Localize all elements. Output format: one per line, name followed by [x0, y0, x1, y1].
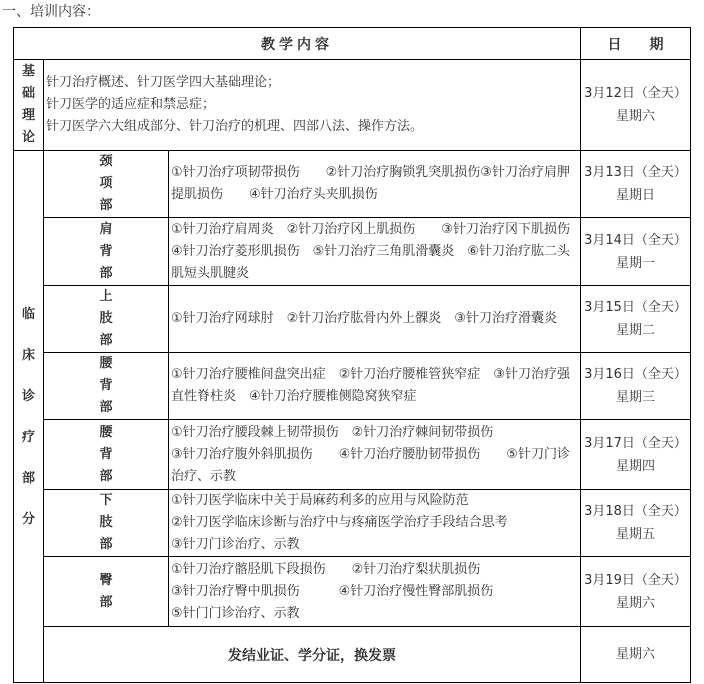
date-column-header: [581, 28, 691, 60]
table-row-certificate: [14, 627, 691, 683]
date-cell: 3月17日（全天） 星期四: [581, 420, 691, 490]
date-cell: 3月15日（全天） 星期二: [581, 286, 691, 353]
subcategory-shoulder-back: 肩 背 部: [44, 218, 169, 286]
category-basic-theory: 基 础 理 论: [14, 60, 44, 151]
date-cell: 3月18日（全天） 星期五: [581, 490, 691, 557]
neck-content: ①针刀治疗项韧带损伤 ②针刀治疗胸锁乳突肌损伤③针刀治疗肩胛提肌损伤 ④针刀治疗头夹肌损伤: [169, 151, 581, 218]
lower-limb-content: ①针刀医学临床中关于局麻药利多的应用与风险防范 ②针刀医学临床诊断与治疗中与疼痛医学治疗手段结合思考 ③针刀门诊治疗、示教: [169, 490, 581, 557]
lumbar-back-content: ①针刀治疗腰椎间盘突出症 ②针刀治疗腰椎管狭窄症 ③针刀治疗强直性脊柱炎 ④针刀治疗腰椎侧隐窝狭窄症: [169, 353, 581, 420]
subcategory-buttock: 臀 部: [44, 557, 169, 627]
training-schedule-table: [13, 27, 691, 683]
subcategory-upper-limb: 上 肢 部: [44, 286, 169, 353]
upper-limb-content: ①针刀治疗网球肘 ②针刀治疗肱骨内外上髁炎 ③针刀治疗滑囊炎: [169, 286, 581, 353]
date-cell: 3月19日（全天） 星期六: [581, 557, 691, 627]
subcategory-neck: 颈 项 部: [44, 151, 169, 218]
date-header-left: 日: [607, 36, 622, 53]
date-cell: 星期六: [581, 627, 691, 683]
section-heading: 一、培训内容：: [2, 4, 100, 20]
subcategory-lumbar-back: 腰 背 部: [44, 353, 169, 420]
lumbar-back-content: ①针刀治疗腰段棘上韧带损伤 ②针刀治疗棘间韧带损伤 ③针刀治疗腹外斜肌损伤 ④针刀治疗腰肋韧带损伤 ⑤针刀门诊治疗、示教: [169, 420, 581, 490]
buttock-content: ①针刀治疗髂胫肌下段损伤 ②针刀治疗梨状肌损伤 ③针刀治疗臀中肌损伤 ④针刀治疗慢性臀部肌损伤 ⑤针门门诊治疗、示教: [169, 557, 581, 627]
table-row-upper-limb: [14, 286, 691, 353]
content-column-header: 教学内容: [14, 28, 581, 60]
date-cell: 3月14日（全天） 星期一: [581, 218, 691, 286]
subcategory-lumbar-back: 腰 背 部: [44, 420, 169, 490]
category-clinical: 临 床 诊 疗 部 分: [14, 151, 44, 683]
date-cell: 3月16日（全天） 星期三: [581, 353, 691, 420]
table-header-row: [14, 28, 691, 60]
subcategory-lower-limb: 下 肢 部: [44, 490, 169, 557]
table-row-shoulder-back: [14, 218, 691, 286]
table-row-neck: [14, 151, 691, 218]
table-row-basic-theory: [14, 60, 691, 151]
date-cell: 3月12日（全天） 星期六: [581, 60, 691, 151]
table-row-lumbar-back-1: [14, 353, 691, 420]
date-header-right: 期: [649, 36, 664, 53]
table-row-buttock: [14, 557, 691, 627]
date-cell: 3月13日（全天） 星期日: [581, 151, 691, 218]
certificate-content: 发结业证、学分证，换发票: [44, 627, 581, 683]
shoulder-back-content: ①针刀治疗肩周炎 ②针刀治疗冈上肌损伤 ③针刀治疗冈下肌损伤 ④针刀治疗菱形肌损伤 ⑤针刀治疗三角肌滑囊炎 ⑥针刀治疗肱二头肌短头肌腱炎: [169, 218, 581, 286]
table-row-lower-limb: [14, 490, 691, 557]
table-row-lumbar-back-2: [14, 420, 691, 490]
basic-theory-content: 针刀治疗概述、针刀医学四大基础理论； 针刀医学的适应症和禁忌症； 针刀医学六大组成部分、针刀治疗的机理、四部八法、操作方法。: [44, 60, 581, 151]
